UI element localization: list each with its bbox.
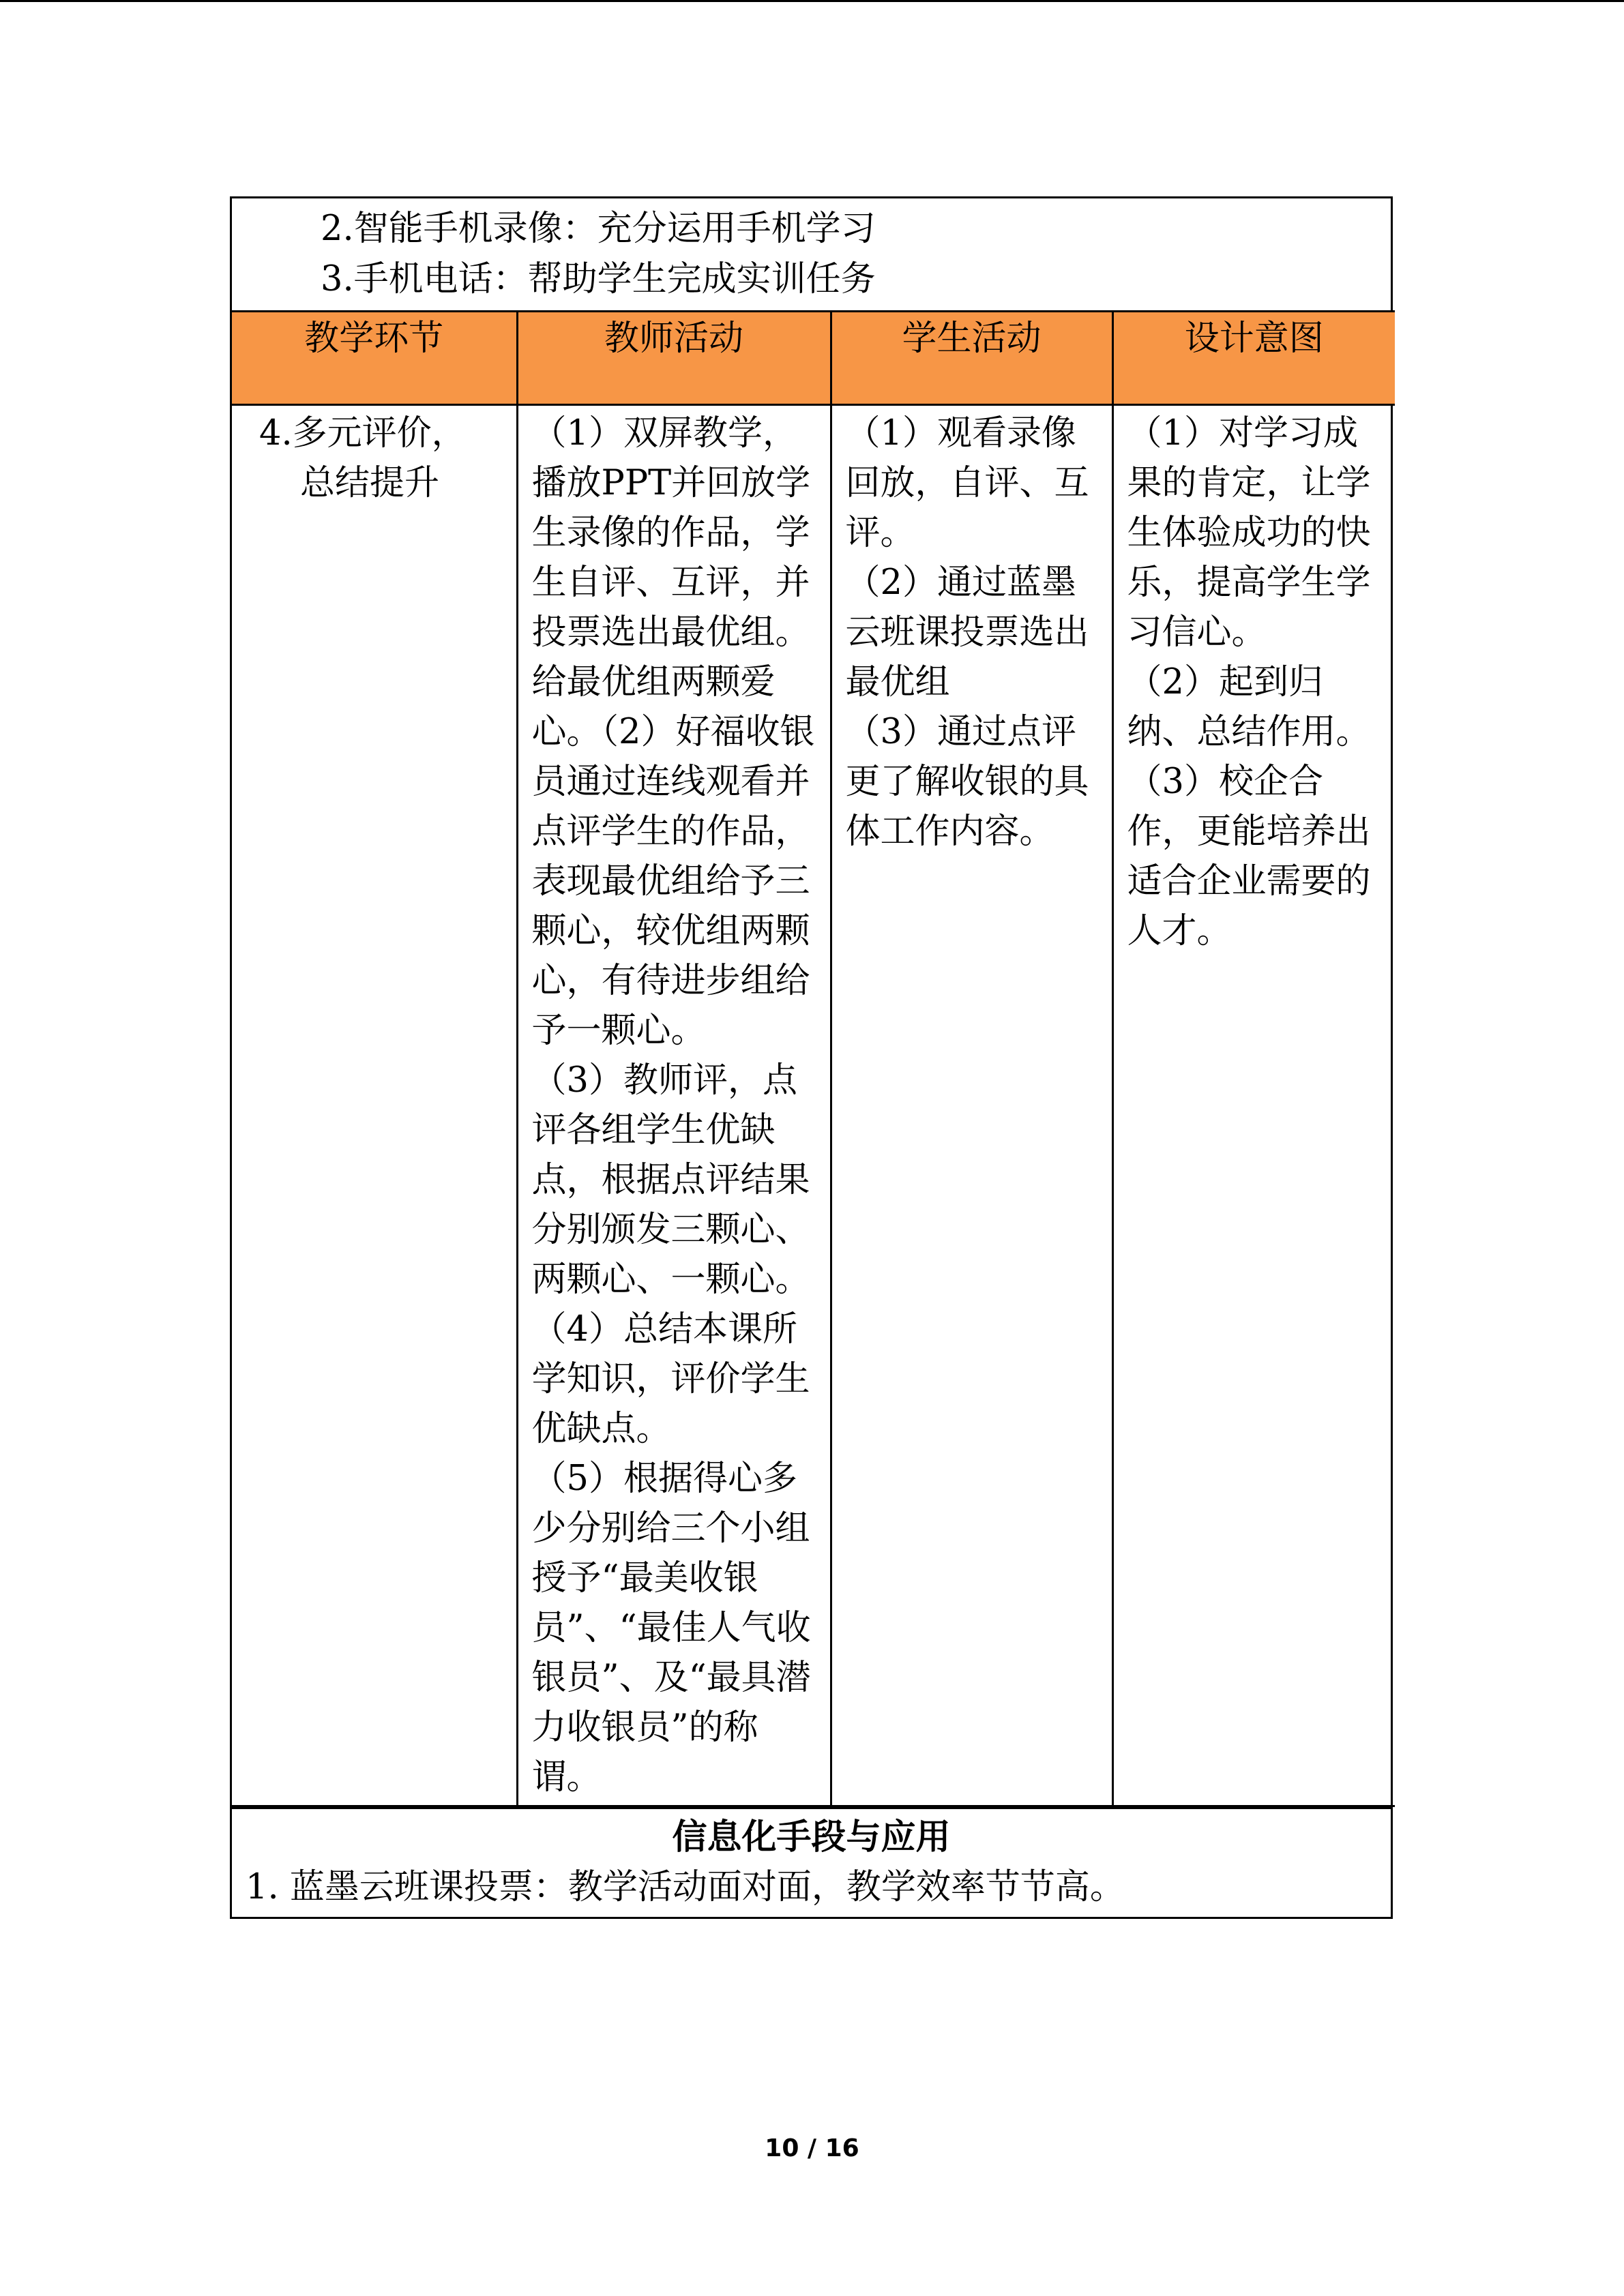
teacher-para-3: （5）根据得心多少分别给三个小组授予“最美收银员”、“最佳人气收银员”、及“最具潜力收银员”的称谓。 bbox=[531, 1459, 811, 1798]
student-para-2: （2）通过蓝墨云班课投票选出最优组 bbox=[845, 563, 1089, 702]
design-para-3: （3）校企合作，更能培养出适合企业需要的人才。 bbox=[1127, 762, 1371, 951]
student-para-1: （1）观看录像回放，自评、互评。 bbox=[845, 413, 1089, 553]
it-methods-section bbox=[232, 1807, 1391, 1917]
header-student-activity: 学生活动 bbox=[831, 312, 1112, 405]
header-design-intent: 设计意图 bbox=[1112, 312, 1395, 405]
table-row bbox=[232, 405, 1395, 1806]
cell-student-activity bbox=[831, 405, 1112, 1806]
section-title: 信息化手段与应用 bbox=[672, 1817, 951, 1858]
design-para-1: （1）对学习成果的肯定，让学生体验成功的快乐，提高学生学习信心。 bbox=[1127, 413, 1371, 653]
intro-block bbox=[232, 198, 1391, 310]
design-para-2: （2）起到归纳、总结作用。 bbox=[1127, 662, 1371, 752]
teacher-para-1: （1）双屏教学，播放PPT并回放学生录像的作品，学生自评、互评，并投票选出最优组。给最优组两颗爱心。（2）好福收银员通过连线观看并点评学生的作品，表现最优组给予三颗心，较优组两颗心，有待进步组给予一颗心。 bbox=[531, 413, 815, 1051]
activity-table bbox=[232, 310, 1395, 1807]
step-line-2: 总结提升 bbox=[300, 463, 440, 503]
step-line-1: 4.多元评价， bbox=[259, 413, 467, 453]
page-top-rule bbox=[0, 0, 1624, 2]
intro-line-1: 2.智能手机录像：充分运用手机学习 bbox=[321, 209, 876, 249]
cell-teacher-activity bbox=[517, 405, 831, 1806]
student-para-3: （3）通过点评更了解收银的具体工作内容。 bbox=[845, 712, 1089, 852]
intro-line-2: 3.手机电话：帮助学生完成实训任务 bbox=[321, 259, 876, 299]
cell-design-intent bbox=[1112, 405, 1395, 1806]
cell-teaching-step bbox=[232, 405, 517, 1806]
teacher-para-2: （3）教师评，点评各组学生优缺点，根据点评结果分别颁发三颗心、两颗心、一颗心。（4）总结本课所学知识，评价学生优缺点。 bbox=[531, 1060, 810, 1449]
section-line-1: 1. 蓝墨云班课投票：教学活动面对面，教学效率节节高。 bbox=[246, 1867, 1125, 1907]
header-row bbox=[232, 312, 1395, 405]
header-teaching-step: 教学环节 bbox=[232, 312, 517, 405]
header-teacher-activity: 教师活动 bbox=[517, 312, 831, 405]
page-number: 10 / 16 bbox=[765, 2134, 859, 2162]
lesson-plan-table bbox=[230, 196, 1393, 1919]
